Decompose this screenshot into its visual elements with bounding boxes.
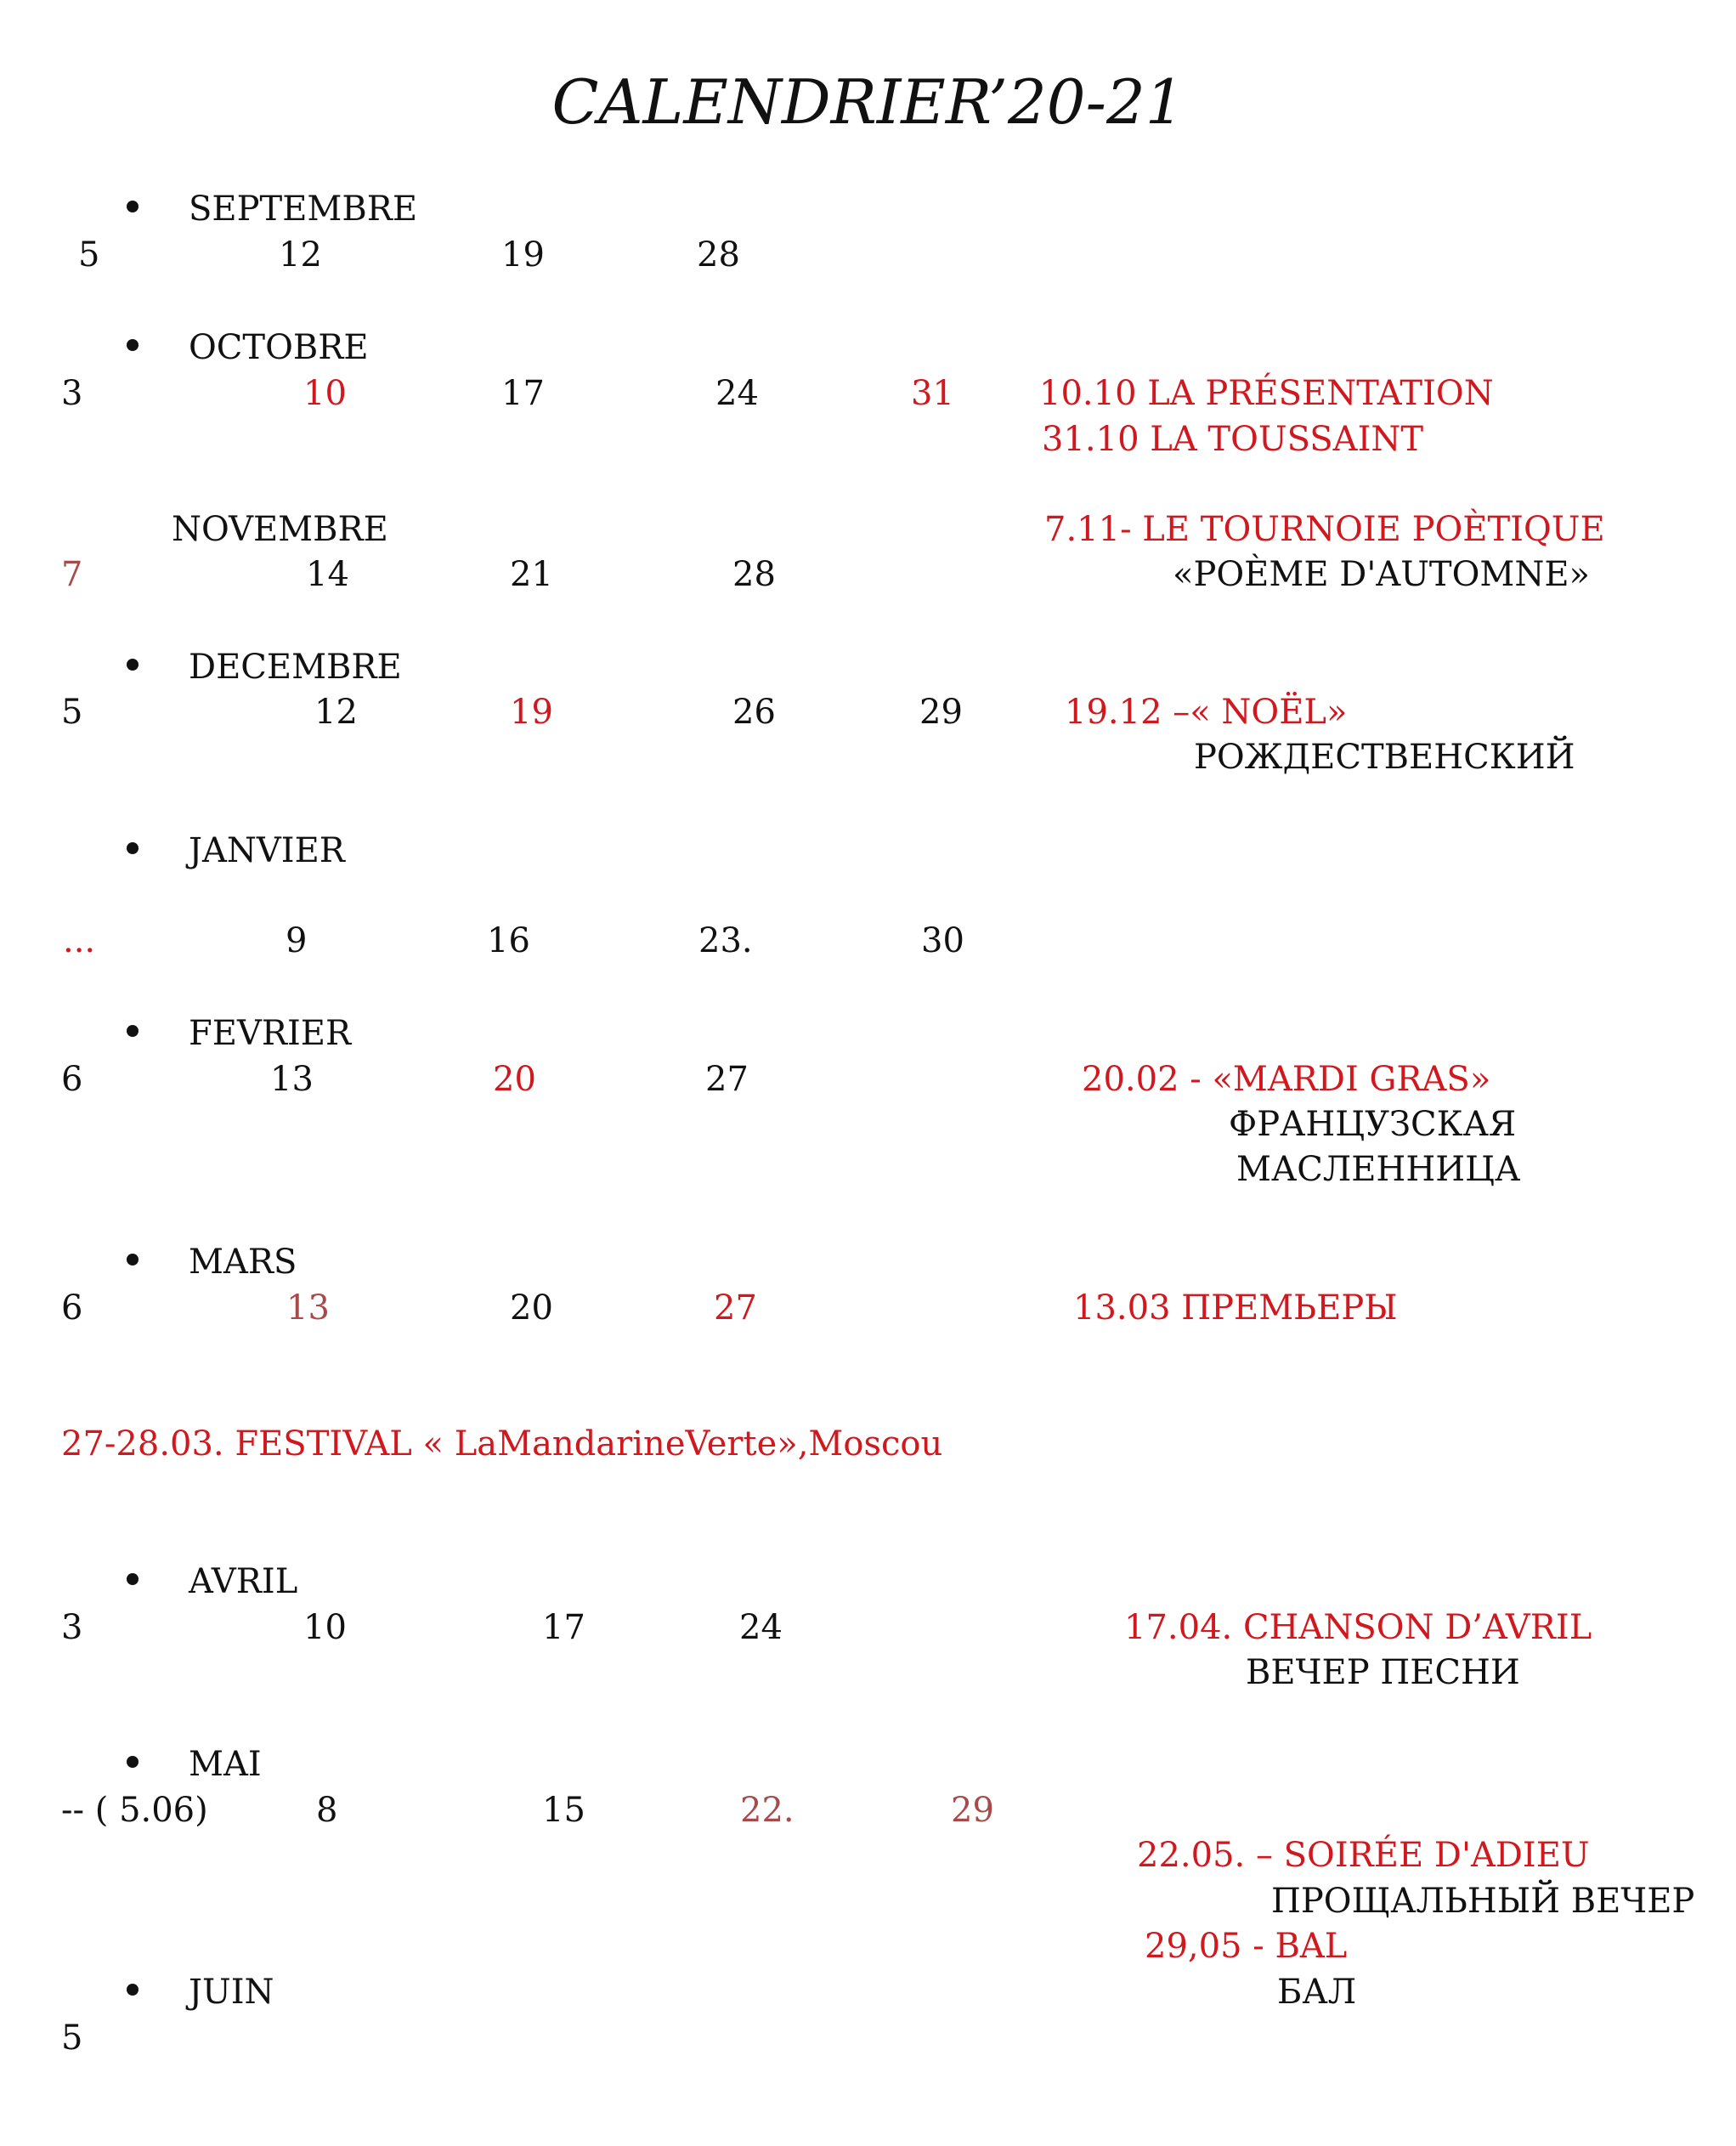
- page-title: CALENDRIER’20-21: [551, 66, 1185, 138]
- day-nov-21: 21: [510, 555, 553, 594]
- event-noel: 19.12 –« NOËL»: [1065, 693, 1348, 732]
- day-nov-7: 7: [61, 555, 83, 594]
- event-bal: 29,05 - BAL: [1145, 1927, 1348, 1966]
- day-mar-6: 6: [61, 1288, 83, 1328]
- event-soiree-adieu: 22.05. – SOIRÉE D'ADIEU: [1137, 1836, 1590, 1875]
- day-may-15: 15: [542, 1791, 585, 1830]
- day-dec-29: 29: [919, 693, 963, 732]
- day-oct-17: 17: [501, 374, 545, 413]
- festival-line: 27-28.03. FESTIVAL « LaMandarineVerte»,Moscou: [61, 1424, 943, 1464]
- day-oct-24: 24: [715, 374, 759, 413]
- month-name-march: MARS: [189, 1243, 297, 1282]
- event-poeme-automne: «POÈME D'AUTOMNE»: [1173, 555, 1591, 594]
- day-dec-26: 26: [732, 693, 776, 732]
- event-toussaint: 31.10 LA TOUSSAINT: [1042, 420, 1424, 459]
- month-name-january: JANVIER: [189, 831, 345, 870]
- day-apr-17: 17: [542, 1608, 585, 1647]
- bullet-icon: [127, 1025, 139, 1037]
- day-nov-28: 28: [732, 555, 776, 594]
- day-sep-19: 19: [501, 235, 545, 275]
- day-oct-3: 3: [61, 374, 83, 413]
- event-tournoi: 7.11- LE TOURNOIE POÈTIQUE: [1044, 510, 1605, 549]
- event-chanson-avril-ru: ВЕЧЕР ПЕСНИ: [1246, 1653, 1520, 1692]
- month-name-november: NOVEMBRE: [172, 510, 388, 549]
- bullet-icon: [127, 842, 139, 854]
- bullet-icon: [127, 659, 139, 671]
- day-may-prefix: -- ( 5.06): [61, 1791, 208, 1830]
- event-soiree-adieu-ru: ПРОЩАЛЬНЫЙ ВЕЧЕР: [1271, 1882, 1695, 1921]
- month-name-february: FEVRIER: [189, 1014, 352, 1053]
- day-sep-12: 12: [279, 235, 322, 275]
- day-jan-30: 30: [921, 921, 964, 960]
- day-feb-27: 27: [705, 1060, 749, 1099]
- bullet-icon: [127, 1984, 139, 1996]
- day-jan-ellipsis: ...: [63, 921, 96, 960]
- bullet-icon: [127, 1254, 139, 1266]
- month-name-june: JUIN: [189, 1973, 274, 2012]
- event-bal-ru: БАЛ: [1277, 1973, 1357, 2012]
- day-feb-20: 20: [493, 1060, 536, 1099]
- month-name-october: OCTOBRE: [189, 328, 369, 367]
- day-apr-24: 24: [739, 1608, 783, 1647]
- bullet-icon: [127, 1756, 139, 1768]
- event-mardi-gras-ru-2: МАСЛЕННИЦА: [1236, 1150, 1521, 1189]
- event-presentation: 10.10 LA PRÉSENTATION: [1039, 374, 1494, 413]
- day-jan-9: 9: [286, 921, 308, 960]
- bullet-icon: [127, 1573, 139, 1585]
- month-name-april: AVRIL: [189, 1562, 298, 1601]
- event-premieres: 13.03 ПРЕМЬЕРЫ: [1073, 1288, 1398, 1328]
- bullet-icon: [127, 339, 139, 351]
- day-may-29: 29: [951, 1791, 994, 1830]
- day-feb-6: 6: [61, 1060, 83, 1099]
- day-feb-13: 13: [270, 1060, 314, 1099]
- month-name-september: SEPTEMBRE: [189, 190, 418, 229]
- day-mar-13: 13: [286, 1288, 330, 1328]
- day-nov-14: 14: [306, 555, 349, 594]
- event-chanson-avril: 17.04. CHANSON D’AVRIL: [1124, 1608, 1592, 1647]
- day-jan-23: 23.: [698, 921, 753, 960]
- day-sep-28: 28: [697, 235, 740, 275]
- event-mardi-gras-ru-1: ФРАНЦУЗСКАЯ: [1229, 1105, 1517, 1144]
- day-dec-19: 19: [510, 693, 553, 732]
- day-mar-20: 20: [510, 1288, 553, 1328]
- event-noel-ru: РОЖДЕСТВЕНСКИЙ: [1194, 738, 1575, 777]
- day-mar-27: 27: [714, 1288, 757, 1328]
- day-apr-10: 10: [303, 1608, 347, 1647]
- day-apr-3: 3: [61, 1608, 83, 1647]
- month-name-december: DECEMBRE: [189, 648, 402, 687]
- day-may-8: 8: [316, 1791, 338, 1830]
- day-dec-12: 12: [314, 693, 358, 732]
- day-jan-16: 16: [487, 921, 530, 960]
- day-oct-31: 31: [911, 374, 954, 413]
- day-jun-5: 5: [61, 2019, 83, 2058]
- day-sep-5: 5: [78, 235, 100, 275]
- event-mardi-gras: 20.02 - «MARDI GRAS»: [1082, 1060, 1491, 1099]
- day-may-22: 22.: [740, 1791, 794, 1830]
- day-oct-10: 10: [303, 374, 347, 413]
- bullet-icon: [127, 201, 139, 212]
- day-dec-5: 5: [61, 693, 83, 732]
- month-name-may: MAI: [189, 1745, 262, 1784]
